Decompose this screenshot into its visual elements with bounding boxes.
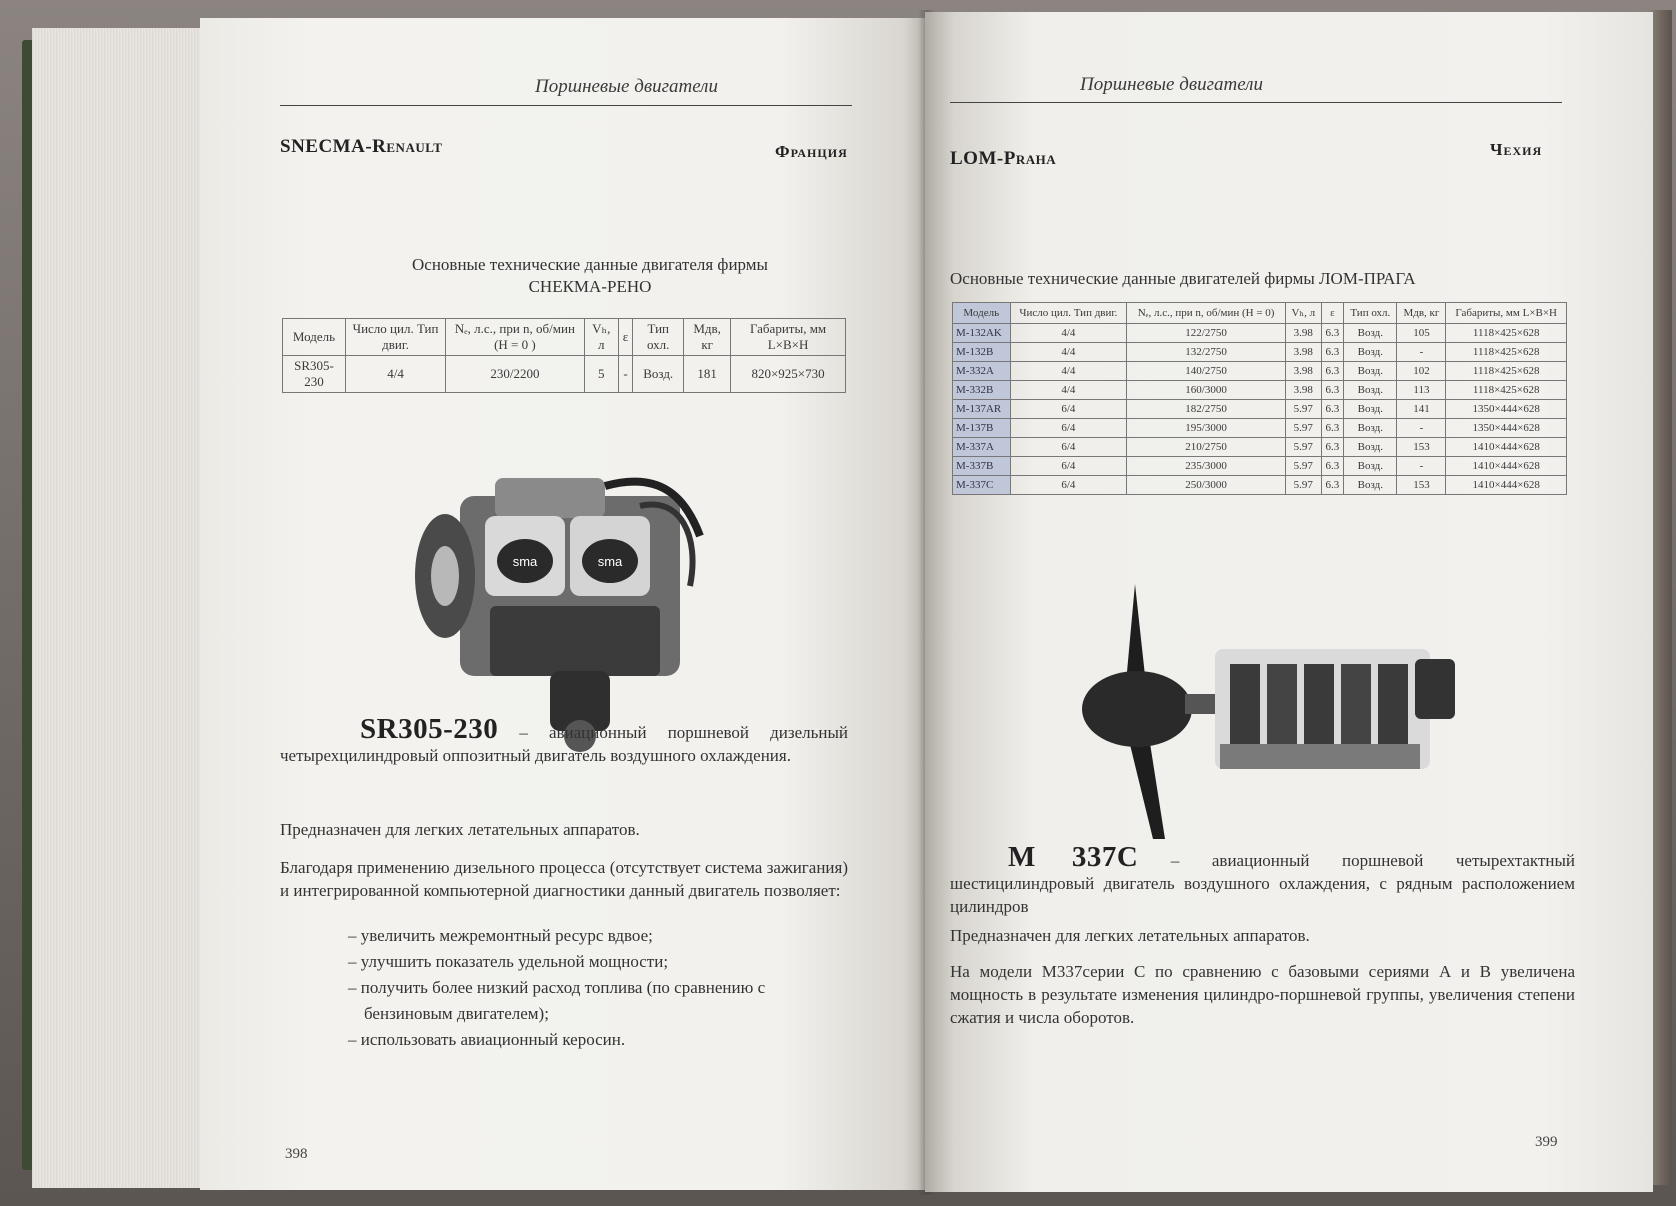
- table-caption-line-1: Основные технические данные двигателя фирмы: [412, 255, 768, 274]
- table-cell: M-137B: [953, 419, 1011, 438]
- bullet-item: – использовать авиационный керосин.: [348, 1030, 626, 1049]
- table-cell: 1350×444×628: [1446, 400, 1567, 419]
- running-head: Поршневые двигатели: [535, 76, 718, 97]
- table-cell: Возд.: [633, 356, 684, 393]
- table-cell: 6/4: [1010, 457, 1127, 476]
- header-cell: Vₕ, л: [1285, 303, 1321, 324]
- table-cell: 140/2750: [1127, 362, 1286, 381]
- table-cell: Возд.: [1344, 381, 1397, 400]
- model-name: SR305-230: [360, 713, 499, 745]
- table-cell: 6.3: [1321, 381, 1344, 400]
- table-cell: 4/4: [1010, 381, 1127, 400]
- comparison-text: На модели М337серии С по сравнению с базовыми сериями А и В увеличена мощность в результате изменения цилиндро-поршневой группы, увеличения степени сжатия и числа оборотов.: [950, 962, 1575, 1027]
- manufacturer-name: LOM-Praha: [950, 148, 1057, 169]
- prop-shaft: [1185, 694, 1220, 714]
- table-cell: 6.3: [1321, 457, 1344, 476]
- spec-table: [952, 302, 1567, 495]
- table-cell: 6.3: [1321, 343, 1344, 362]
- description-text: – авиационный поршневой дизельный четырехцилиндровый оппозитный двигатель воздушного охлаждения.: [280, 723, 848, 765]
- table-cell: 141: [1397, 400, 1446, 419]
- header-rule: [280, 105, 852, 106]
- crankcase: [490, 606, 660, 676]
- table-cell: Возд.: [1344, 419, 1397, 438]
- spec-table: [282, 318, 846, 393]
- table-cell: 3.98: [1285, 381, 1321, 400]
- table-row: [953, 381, 1567, 400]
- table-cell: 6.3: [1321, 476, 1344, 495]
- table-cell: 5.97: [1285, 476, 1321, 495]
- header-cell: Mдв, кг: [1397, 303, 1446, 324]
- table-cell: 1410×444×628: [1446, 457, 1567, 476]
- table-cell: Возд.: [1344, 457, 1397, 476]
- page-stack-edge: [32, 28, 207, 1188]
- table-header-row: [953, 303, 1567, 324]
- table-cell: 3.98: [1285, 324, 1321, 343]
- table-cell: SR305-230: [283, 356, 346, 393]
- header-cell: Mдв, кг: [684, 319, 731, 356]
- table-cell: 230/2200: [446, 356, 585, 393]
- bullet-item: – улучшить показатель удельной мощности;: [348, 952, 669, 971]
- country-name: Чехия: [1490, 140, 1543, 159]
- table-row: [953, 457, 1567, 476]
- bullet-item: – увеличить межремонтный ресурс вдвое;: [348, 926, 653, 945]
- logo-text: sma: [597, 554, 623, 569]
- header-cell: Модель: [283, 319, 346, 356]
- spinner: [1082, 671, 1192, 747]
- table-cell: 5: [584, 356, 618, 393]
- table-cell: -: [1397, 457, 1446, 476]
- header-cell: ε: [618, 319, 632, 356]
- cylinder: [1378, 664, 1408, 754]
- header-cell: Габариты, мм L×B×H: [731, 319, 846, 356]
- purpose-text: Предназначен для легких летательных аппаратов.: [950, 926, 1310, 945]
- table-caption: Основные технические данные двигателей фирмы ЛОМ-ПРАГА: [950, 269, 1416, 288]
- table-cell: 160/3000: [1127, 381, 1286, 400]
- crankcase: [1220, 744, 1420, 769]
- header-cell: Vₕ, л: [584, 319, 618, 356]
- table-row: [953, 362, 1567, 381]
- table-cell: M-332A: [953, 362, 1011, 381]
- table-cell: 105: [1397, 324, 1446, 343]
- country-name: Франция: [775, 142, 848, 161]
- table-cell: -: [1397, 343, 1446, 362]
- running-head: Поршневые двигатели: [1080, 74, 1263, 95]
- table-cell: 6.3: [1321, 362, 1344, 381]
- header-cell: ε: [1321, 303, 1344, 324]
- table-cell: 181: [684, 356, 731, 393]
- table-cell: 6.3: [1321, 419, 1344, 438]
- left-page: [200, 18, 925, 1190]
- table-cell: 6.3: [1321, 400, 1344, 419]
- table-row: [953, 400, 1567, 419]
- table-cell: 122/2750: [1127, 324, 1286, 343]
- table-cell: M-332B: [953, 381, 1011, 400]
- logo-text: sma: [512, 554, 538, 569]
- table-cell: 4/4: [346, 356, 446, 393]
- header-cell: Число цил. Тип двиг.: [1010, 303, 1127, 324]
- table-row: [953, 343, 1567, 362]
- table-cell: 132/2750: [1127, 343, 1286, 362]
- header-cell: Nₑ, л.с., при n, об/мин (H = 0 ): [446, 319, 585, 356]
- table-cell: 102: [1397, 362, 1446, 381]
- table-cell: 4/4: [1010, 362, 1127, 381]
- table-cell: 4/4: [1010, 343, 1127, 362]
- table-cell: M-337B: [953, 457, 1011, 476]
- table-cell: 1410×444×628: [1446, 438, 1567, 457]
- description-text: – авиационный поршневой четырехтактный шестицилиндровый двигатель воздушного охлаждения, с рядным расположением цилиндров: [950, 851, 1575, 916]
- table-caption-line-2: СНЕКМА-РЕНО: [528, 277, 652, 296]
- table-cell: 1410×444×628: [1446, 476, 1567, 495]
- benefits-intro: Благодаря применению дизельного процесса (отсутствует система зажигания) и интегрированной компьютерной диагностики данный двигатель позволяет:: [280, 858, 848, 900]
- intake-manifold: [495, 478, 605, 518]
- header-cell: Габариты, мм L×B×H: [1446, 303, 1567, 324]
- header-cell: Модель: [953, 303, 1011, 324]
- table-cell: 1118×425×628: [1446, 362, 1567, 381]
- header-rule: [950, 102, 1562, 103]
- table-cell: 1350×444×628: [1446, 419, 1567, 438]
- table-row: [953, 324, 1567, 343]
- table-cell: Возд.: [1344, 400, 1397, 419]
- header-cell: Число цил. Тип двиг.: [346, 319, 446, 356]
- table-cell: 1118×425×628: [1446, 343, 1567, 362]
- table-cell: 153: [1397, 438, 1446, 457]
- table-cell: -: [618, 356, 632, 393]
- header-cell: Тип охл.: [1344, 303, 1397, 324]
- table-cell: 6/4: [1010, 400, 1127, 419]
- table-cell: 235/3000: [1127, 457, 1286, 476]
- table-cell: 113: [1397, 381, 1446, 400]
- table-cell: Возд.: [1344, 343, 1397, 362]
- table-cell: Возд.: [1344, 362, 1397, 381]
- cylinder: [1304, 664, 1334, 754]
- propeller-hub: [431, 546, 459, 606]
- cylinder: [1267, 664, 1297, 754]
- table-cell: 182/2750: [1127, 400, 1286, 419]
- table-cell: -: [1397, 419, 1446, 438]
- accessory-section: [1415, 659, 1455, 719]
- table-cell: 5.97: [1285, 457, 1321, 476]
- table-cell: 6/4: [1010, 419, 1127, 438]
- cylinder: [1230, 664, 1260, 754]
- model-description: [950, 841, 1575, 918]
- purpose-text: Предназначен для легких летательных аппаратов.: [280, 820, 640, 839]
- table-cell: 3.98: [1285, 362, 1321, 381]
- table-cell: 5.97: [1285, 438, 1321, 457]
- table-cell: 4/4: [1010, 324, 1127, 343]
- model-description: [280, 713, 848, 767]
- table-cell: 6/4: [1010, 438, 1127, 457]
- table-cell: 210/2750: [1127, 438, 1286, 457]
- table-row: [953, 419, 1567, 438]
- table-cell: 6.3: [1321, 438, 1344, 457]
- cylinder: [1341, 664, 1371, 754]
- bullet-item: бензиновым двигателем);: [364, 1004, 549, 1023]
- table-cell: M-337A: [953, 438, 1011, 457]
- right-page: [925, 12, 1653, 1192]
- table-cell: M-337C: [953, 476, 1011, 495]
- table-cell: 820×925×730: [731, 356, 846, 393]
- engine-photo-m337c: [1055, 584, 1475, 844]
- page-number: 398: [285, 1146, 308, 1162]
- table-cell: M-132B: [953, 343, 1011, 362]
- header-cell: Тип охл.: [633, 319, 684, 356]
- header-cell: Nₑ, л.с., при n, об/мин (H = 0): [1127, 303, 1286, 324]
- table-cell: 153: [1397, 476, 1446, 495]
- table-cell: 6/4: [1010, 476, 1127, 495]
- table-row: [283, 356, 846, 393]
- table-row: [953, 438, 1567, 457]
- table-cell: 6.3: [1321, 324, 1344, 343]
- model-name: M 337C: [1008, 841, 1139, 873]
- manufacturer-name: SNECMA-Renault: [280, 136, 443, 157]
- table-row: [953, 476, 1567, 495]
- table-cell: 195/3000: [1127, 419, 1286, 438]
- bullet-item: – получить более низкий расход топлива (по сравнению с: [348, 978, 766, 997]
- table-cell: 5.97: [1285, 419, 1321, 438]
- table-cell: 250/3000: [1127, 476, 1286, 495]
- table-cell: Возд.: [1344, 324, 1397, 343]
- table-header-row: [283, 319, 846, 356]
- table-cell: M-137AR: [953, 400, 1011, 419]
- table-cell: M-132AK: [953, 324, 1011, 343]
- table-cell: 5.97: [1285, 400, 1321, 419]
- table-cell: Возд.: [1344, 438, 1397, 457]
- table-cell: Возд.: [1344, 476, 1397, 495]
- page-number: 399: [1535, 1134, 1558, 1150]
- table-caption: [350, 254, 830, 298]
- table-cell: 3.98: [1285, 343, 1321, 362]
- table-cell: 1118×425×628: [1446, 381, 1567, 400]
- table-cell: 1118×425×628: [1446, 324, 1567, 343]
